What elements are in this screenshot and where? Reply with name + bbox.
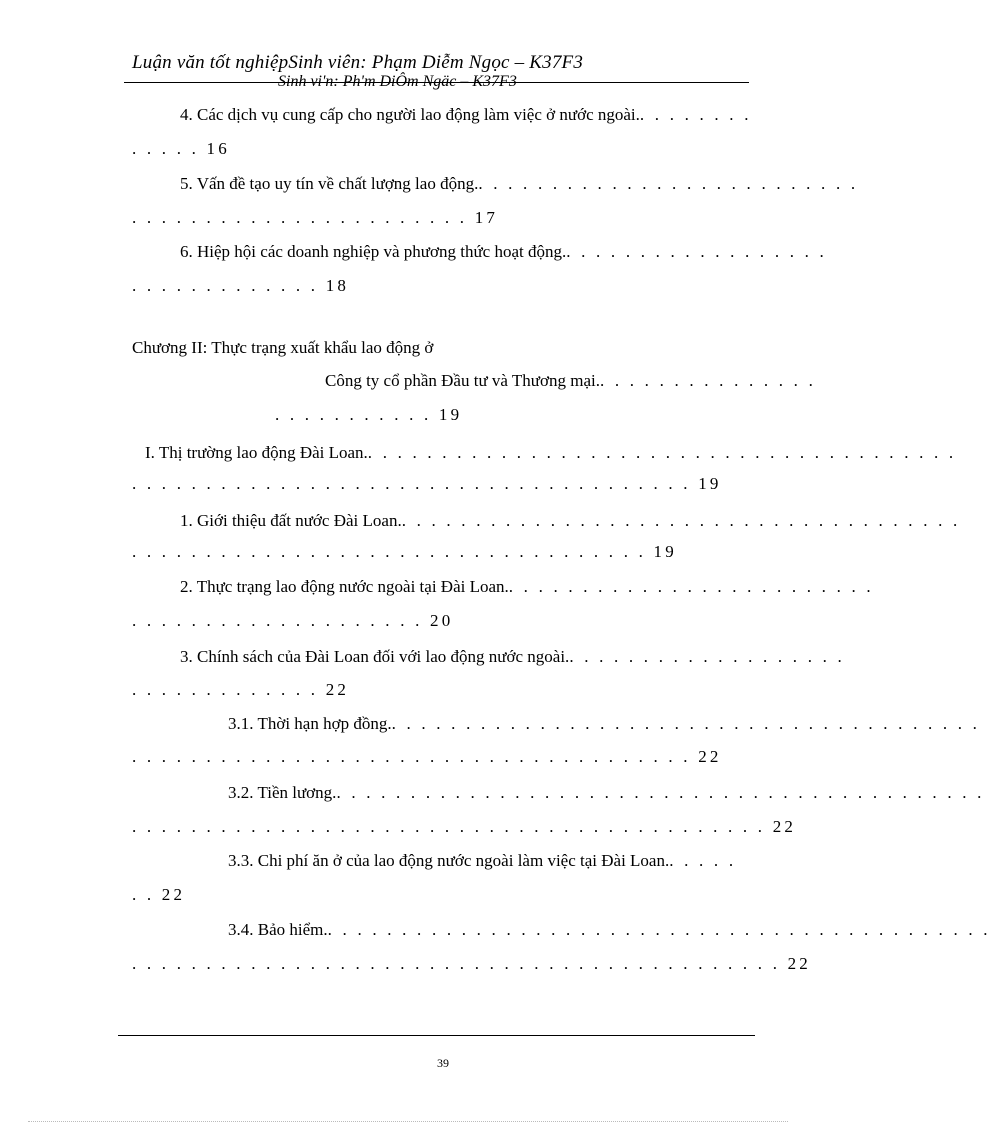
toc-continuation: . . . . . 16 [132, 139, 230, 158]
toc-continuation: . . . . . . . . . . . . . . . . . . . . . . . . . . . . . . . . . . . . . . . . . . . 22 [132, 817, 797, 836]
running-header-garbled: Sinh vi'n: Ph'm DiÔm Ngäc – K37F3 [278, 73, 517, 90]
toc-entry [228, 851, 759, 871]
toc-entry [180, 174, 859, 194]
toc-entry [228, 920, 991, 940]
toc-leader: . . . . . . . . . . . . . . . . . . . . . . . . . . . . . . . . . . . . . . [401, 511, 961, 530]
toc-leader: . . . . . . . . . . . . . . . . . . . . . . . . . . [478, 174, 859, 193]
toc-entry [228, 783, 985, 803]
toc-continuation: . . . . . . . . . . . . . 22 [132, 680, 350, 699]
toc-entry [180, 647, 845, 667]
toc-leader: . . . . . . . . [639, 105, 752, 124]
page-edge-divider [28, 1121, 788, 1122]
toc-entry-text: 5. Vấn đề tạo uy tín về chất lượng lao động. [180, 174, 479, 193]
toc-continuation: . . . . . . . . . . . . . 18 [132, 276, 350, 295]
toc-leader: . . . . . . . . . . . . . . . . . . . . . . . . . [508, 577, 874, 596]
header-rule [124, 82, 749, 83]
toc-entry-text: 4. Các dịch vụ cung cấp cho người lao động làm việc ở nước ngoài. [180, 105, 640, 124]
toc-entry-text: 6. Hiệp hội các doanh nghiệp và phương thức hoạt động. [180, 242, 567, 261]
toc-entry [180, 577, 874, 597]
toc-entry-text: 3.4. Bảo hiểm. [228, 920, 328, 939]
toc-entry-text: I. Thị trường lao động Đài Loan. [145, 443, 368, 462]
toc-continuation: . . . . . . . . . . . . . . . . . . . . 20 [132, 611, 454, 630]
toc-entry [145, 443, 957, 463]
toc-entry [180, 511, 961, 531]
toc-leader: . . . . . . . . . . . . . . . . . . . . . . . . . . . . . . . . . . . . . . . . [367, 443, 957, 462]
toc-entry [325, 371, 817, 391]
toc-continuation: . . . . . . . . . . . . . . . . . . . . . . . 17 [132, 208, 499, 227]
toc-leader: . . . . . . . . . . . . . . . . . . . [569, 647, 845, 666]
running-header: Luận văn tốt nghiệpSinh viên: Phạm Diễm Ngọc – K37F3 [132, 52, 584, 73]
toc-entry-text: 3.3. Chi phí ăn ở của lao động nước ngoài làm việc tại Đài Loan. [228, 851, 670, 870]
toc-entry-text: 3.2. Tiền lương. [228, 783, 337, 802]
toc-entry [180, 242, 827, 262]
toc-entry-text: Công ty cổ phần Đầu tư và Thương mại. [325, 371, 600, 390]
toc-continuation: . . . . . . . . . . . 19 [275, 405, 463, 424]
footer-rule [118, 1035, 755, 1036]
toc-leader: . . . . . . . . . . . . . . . . . . . . . . . . . . . . . . . . . . . . . . . . . . . . . [327, 920, 991, 939]
toc-entry-text: 1. Giới thiệu đất nước Đài Loan. [180, 511, 402, 530]
toc-continuation: . . . . . . . . . . . . . . . . . . . . . . . . . . . . . . . . . . . . . . 22 [132, 747, 722, 766]
toc-leader: . . . . . . . . . . . . . . . [599, 371, 817, 390]
chapter-heading: Chương II: Thực trạng xuất khẩu lao động ở [132, 338, 434, 357]
toc-entry-text: 3.1. Thời hạn hợp đồng. [228, 714, 392, 733]
toc-continuation: . . 22 [132, 885, 186, 904]
toc-continuation: . . . . . . . . . . . . . . . . . . . . . . . . . . . . . . . . . . . . . . 19 [132, 474, 722, 493]
toc-entry [228, 714, 981, 734]
toc-leader: . . . . . . . . . . . . . . . . . . [566, 242, 827, 261]
toc-entry-text: 3. Chính sách của Đài Loan đối với lao động nước ngoài. [180, 647, 570, 666]
toc-leader: . . . . . . . . . . . . . . . . . . . . . . . . . . . . . . . . . . . . . . . . . . . . [336, 783, 985, 802]
toc-continuation: . . . . . . . . . . . . . . . . . . . . . . . . . . . . . . . . . . . . . . . . . . . . 22 [132, 954, 811, 973]
toc-continuation: . . . . . . . . . . . . . . . . . . . . . . . . . . . . . . . . . . . 19 [132, 542, 677, 561]
toc-leader: . . . . . . . . . . . . . . . . . . . . . . . . . . . . . . . . . . . . . . . . [391, 714, 981, 733]
toc-entry [180, 105, 759, 125]
toc-leader: . . . . . [669, 851, 737, 870]
page-number: 39 [437, 1056, 449, 1070]
toc-entry-text: 2. Thực trạng lao động nước ngoài tại Đài Loan. [180, 577, 509, 596]
